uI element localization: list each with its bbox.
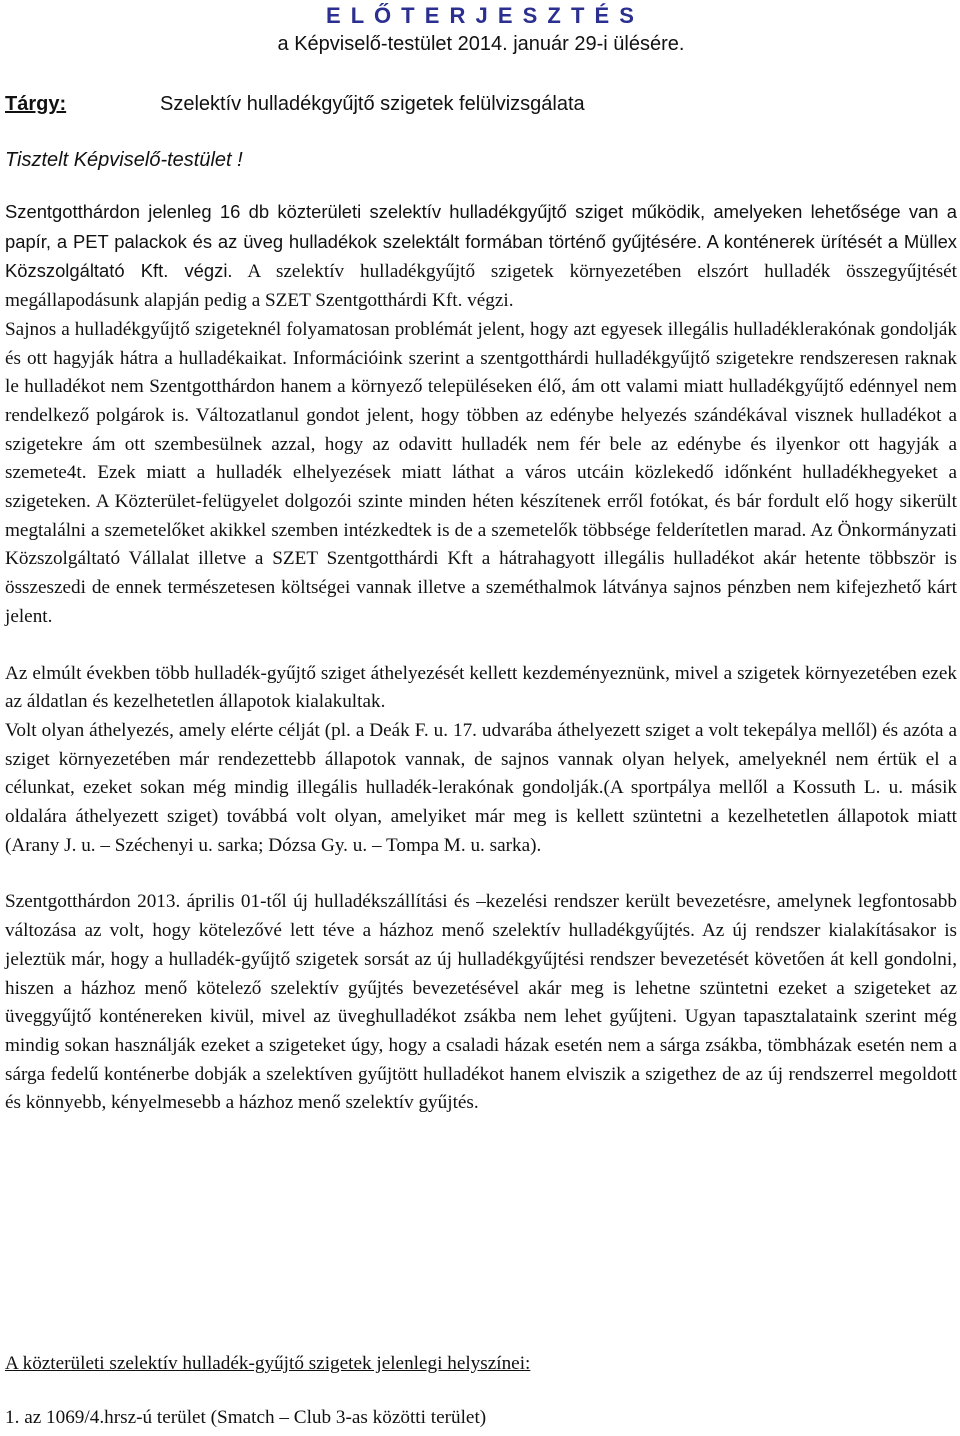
subject-text: Szelektív hulladékgyűjtő szigetek felülvizsgálata xyxy=(160,93,585,115)
body-text xyxy=(5,198,957,1118)
paragraph-2: Sajnos a hulladékgyűjtő szigeteknél folyamatosan problémát jelent, hogy azt egyesek illegális hulladéklerakónak gondolják és ott hagyják hátra a hulladékaikat. Információink szerint a szentgotthárdi hulladékgyűjtő szigetekre rendszeresen raknak le hulladékot nem Szentgotthárdon hanem a környező településeken élő, ám ott valami miatt hulladékgyűjtő edénnyel nem rendelkező polgárok is. Változatlanul gondot jelent, hogy többen az edénybe helyezés szándékával visznek hulladékot a szigetekre ám ott szembesülnek azzal, hogy az odavitt hulladék nem fér bele az edénybe és ilyenkor ott hagyják a szemete4t. Ezek miatt a hulladék elhelyezések miatt láthat a város utcáin közlekedő időnként hulladékhegyeket a szigeteken. A Közterület-felügyelet dolgozói szinte minden héten készítenek erről fotókat, és bár fordult elő hogy sikerült megtalálni a szemetelőket akikkel szemben intézkedtek is de a szemetelők többsége felderítetlen marad. Az Önkormányzati Közszolgáltató Vállalat illetve a SZET Szentgotthárdi Kft a hátrahagyott illegális hulladékot akár hetente többször is összeszedi de ennek természetesen költségei vannak illetve a szeméthalmok látványa sajnos pénzben nem kifejezhető kárt jelent. xyxy=(5,318,957,627)
paragraph-1-sans: Szentgotthárdon jelenleg 16 db közterületi szelektív hulladékgyűjtő sziget működik, amelyeken lehetősége van a papír, a PET palackok és az üveg hulladékok szelektált formában történő gyűjtésére. A konténerek ürítését a Müllex Közszolgáltató Kft. végzi. xyxy=(5,201,957,282)
paragraph-5: Szentgotthárdon 2013. április 01-től új hulladékszállítási és –kezelési rendszer került bevezetésre, amelynek legfontosabb változása az volt, hogy kötelezővé lett téve a házhoz menő szelektív hulladékgyűjtés. Az új rendszer kialakításakor is jeleztük már, hogy a hulladék-gyűjtő szigetek sorsát az új hulladékgyűjtési rendszer bevezetését követően át kell gondolni, hiszen a házhoz menő kötelező szelektív gyűjtés bevezetésével akár meg is lehetne szüntetni ezeket a szigeteket az üveggyűjtő konténereken kivül, mivel az üveghulladékot zsákba nem lehet gyűjteni. Ugyan tapasztalataink szerint még mindig sokan használják ezeket a szigeteket úgy, hogy a csaladi házak esetén nem a sárga zsákba, tömbházak esetén nem a sárga fedelű konténerbe dobják a szelektíven gyűjtött hulladékot hanem elviszik a szigethez de az új rendszerrel megoldott és könnyebb, kényelmesebb a házhoz menő szelektív gyűjtés. xyxy=(5,891,957,1114)
paragraph-4: Volt olyan áthelyezés, amely elérte célját (pl. a Deák F. u. 17. udvarába áthelyezett sziget a volt tekepálya mellől) és azóta a sziget környezetében már rendezettebb állapotok vannak, de sajnos vannak olyan helyek, amelyeknél nem értük el a célunkat, ezeket sokan még mindig illegális hulladék-lerakónak gondolják.(A sportpálya mellől a Kossuth L. u. másik oldalára áthelyezett sziget) továbbá volt olyan, amelyiket már meg is kellett szüntetni a kezelhetetlen állapotok miatt (Arany J. u. – Széchenyi u. sarka; Dózsa Gy. u. – Tompa M. u. sarka). xyxy=(5,719,957,856)
paragraph-1 xyxy=(5,198,957,316)
salutation: Tisztelt Képviselő-testület ! xyxy=(5,149,243,171)
paragraph-gap xyxy=(5,860,957,888)
location-item: 1. az 1069/4.hrsz-ú terület (Smatch – Club 3-as közötti terület) xyxy=(5,1407,487,1428)
document-title: E L Ő T E R J E S Z T É S xyxy=(326,3,636,28)
subject-label: Tárgy: xyxy=(5,93,67,115)
locations-heading: A közterületi szelektív hulladék-gyűjtő szigetek jelenlegi helyszínei: xyxy=(5,1353,531,1374)
paragraph-gap xyxy=(5,632,957,660)
paragraph-3: Az elmúlt években több hulladék-gyűjtő sziget áthelyezését kellett kezdeményeznünk, mivel a szigetek környezetében ezek az áldatlan és kezelhetetlen állapotok kialakultak. xyxy=(5,662,957,713)
paragraph-1-serif: A szelektív hulladékgyűjtő szigetek környezetében elszórt hulladék összegyűjtését megállapodásunk alapján pedig a SZET Szentgotthárdi Kft. végzi. xyxy=(5,261,958,312)
document-subtitle: a Képviselő-testület 2014. január 29-i ülésére. xyxy=(277,33,685,55)
document-header xyxy=(5,2,957,58)
